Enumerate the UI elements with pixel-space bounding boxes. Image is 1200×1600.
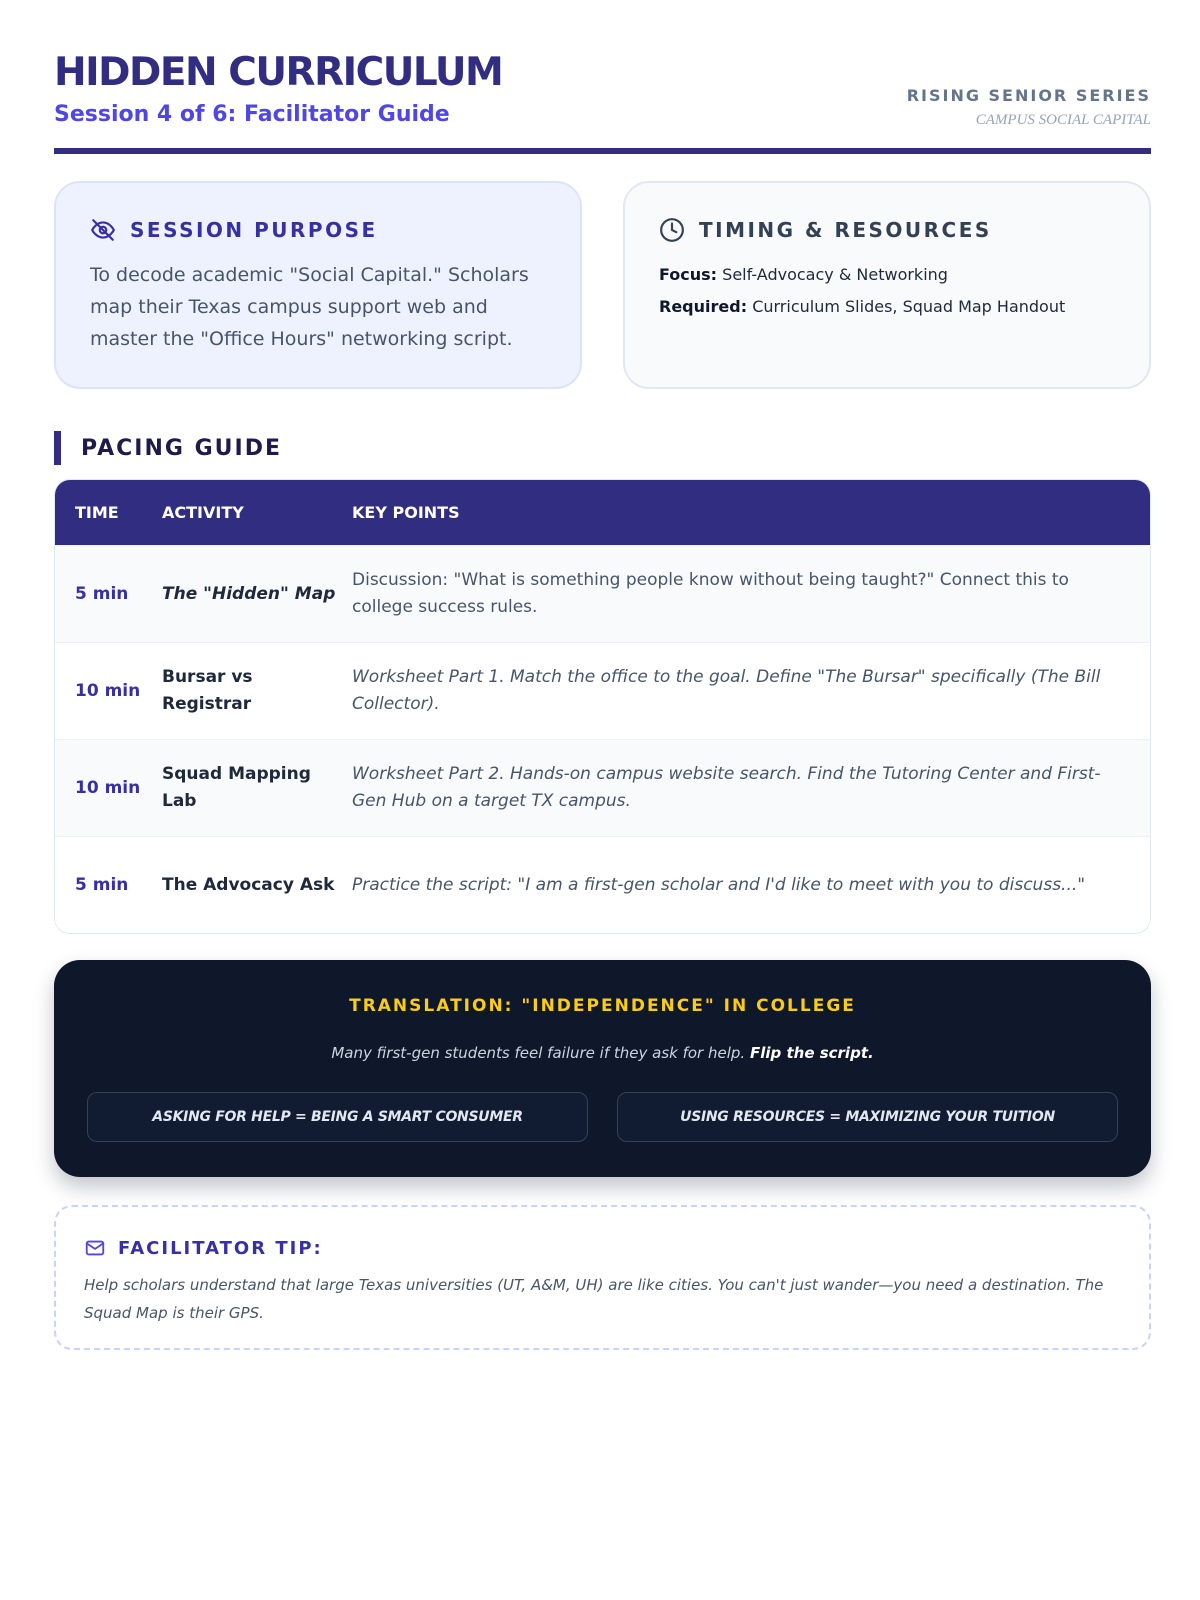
required-value: Curriculum Slides, Squad Map Handout bbox=[752, 297, 1066, 316]
row-key-points: Worksheet Part 2. Hands-on campus website search. Find the Tutoring Center and First-Gen Hub on a target TX campus. bbox=[352, 764, 1101, 811]
translation-title: TRANSLATION: "INDEPENDENCE" IN COLLEGE bbox=[349, 996, 856, 1016]
row-time: 5 min bbox=[75, 875, 129, 895]
session-purpose-card bbox=[54, 181, 582, 389]
facilitator-tip-box bbox=[54, 1205, 1151, 1350]
timing-resources-header bbox=[659, 215, 1115, 245]
table-header-row bbox=[55, 480, 1150, 545]
focus-label: Focus: bbox=[659, 265, 718, 284]
required-label: Required: bbox=[659, 297, 748, 316]
timing-resources-card bbox=[623, 181, 1151, 389]
pacing-guide-heading bbox=[54, 431, 282, 465]
row-key-points: Worksheet Part 1. Match the office to the goal. Define "The Bursar" specifically (The Bill Collector). bbox=[352, 667, 1101, 714]
facilitator-tip-text: Help scholars understand that large Texas universities (UT, A&M, UH) are like cities. You can't just wander—you need a destination. The Squad Map is their GPS. bbox=[84, 1276, 1104, 1322]
facilitator-tip-header bbox=[84, 1235, 1121, 1261]
row-activity: Squad Mapping Lab bbox=[162, 764, 311, 811]
table-body bbox=[55, 545, 1150, 933]
column-header-activity: ACTIVITY bbox=[162, 503, 244, 522]
row-activity: Bursar vs Registrar bbox=[162, 667, 253, 714]
focus-value: Self-Advocacy & Networking bbox=[722, 265, 948, 284]
table-row bbox=[55, 739, 1150, 836]
session-purpose-text: To decode academic "Social Capital." Scholars map their Texas campus support web and master the "Office Hours" networking script. bbox=[90, 264, 529, 350]
column-header-time: TIME bbox=[75, 503, 119, 522]
required-line bbox=[659, 291, 1115, 323]
page-subtitle: Session 4 of 6: Facilitator Guide bbox=[54, 102, 450, 127]
translation-subtext bbox=[54, 1044, 1151, 1062]
translation-pill-help: ASKING FOR HELP = BEING A SMART CONSUMER bbox=[87, 1092, 588, 1142]
table-row bbox=[55, 545, 1150, 642]
row-activity: The "Hidden" Map bbox=[162, 583, 336, 604]
clock-icon bbox=[659, 217, 685, 243]
table-row bbox=[55, 836, 1150, 933]
row-time: 10 min bbox=[75, 778, 141, 798]
series-subtitle: CAMPUS SOCIAL CAPITAL bbox=[975, 112, 1151, 128]
page-header bbox=[54, 0, 1151, 154]
session-purpose-title: SESSION PURPOSE bbox=[130, 218, 378, 242]
pacing-table bbox=[54, 479, 1151, 934]
page-title: HIDDEN CURRICULUM bbox=[54, 50, 503, 95]
eye-off-icon bbox=[90, 217, 116, 243]
timing-resources-title: TIMING & RESOURCES bbox=[699, 218, 992, 242]
mail-icon bbox=[84, 1237, 106, 1259]
row-key-points: Discussion: "What is something people know without being taught?" Connect this to college success rules. bbox=[352, 570, 1069, 617]
translation-sub-bold: Flip the script. bbox=[749, 1044, 874, 1062]
translation-pill-resources: USING RESOURCES = MAXIMIZING YOUR TUITION bbox=[617, 1092, 1118, 1142]
session-purpose-header bbox=[90, 215, 546, 245]
row-time: 5 min bbox=[75, 584, 129, 604]
column-header-key-points: KEY POINTS bbox=[352, 503, 460, 522]
pacing-guide-title: PACING GUIDE bbox=[81, 435, 282, 461]
info-cards bbox=[54, 181, 1151, 389]
focus-line bbox=[659, 259, 1115, 291]
row-time: 10 min bbox=[75, 681, 141, 701]
row-activity: The Advocacy Ask bbox=[162, 874, 335, 895]
heading-accent-bar bbox=[54, 431, 61, 465]
table-row bbox=[55, 642, 1150, 739]
facilitator-guide-page bbox=[54, 0, 1151, 1322]
translation-panel bbox=[54, 960, 1151, 1177]
series-label: RISING SENIOR SERIES bbox=[906, 86, 1151, 105]
facilitator-tip-title: FACILITATOR TIP: bbox=[118, 1237, 323, 1259]
row-key-points: Practice the script: "I am a first-gen scholar and I'd like to meet with you to discuss..." bbox=[352, 874, 1086, 895]
translation-sub-text: Many first-gen students feel failure if they ask for help. bbox=[331, 1044, 746, 1062]
